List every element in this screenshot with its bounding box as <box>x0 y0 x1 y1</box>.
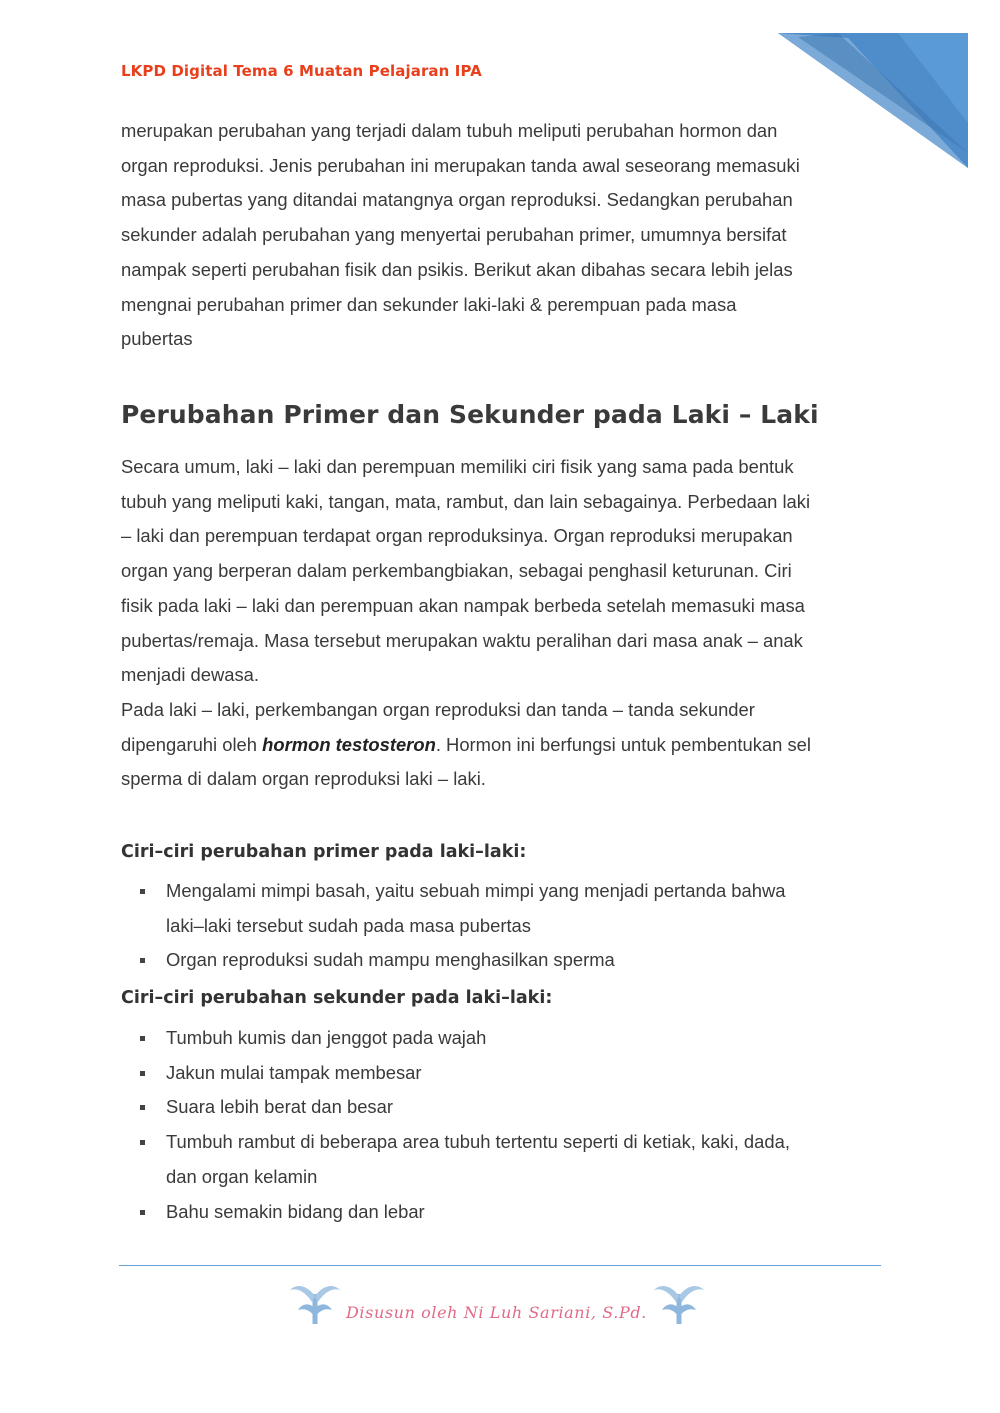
primer-heading: Ciri–ciri perubahan primer pada laki–laki: <box>121 842 527 862</box>
list-item <box>121 1056 881 1091</box>
intro-line: nampak seperti perubahan fisik dan psikis. Berikut akan dibahas secara lebih jelas <box>121 258 793 280</box>
body-line: sperma di dalam organ reproduksi laki – laki. <box>121 768 486 790</box>
intro-line: merupakan perubahan yang terjadi dalam tubuh meliputi perubahan hormon dan <box>121 120 778 141</box>
left-ornament-icon <box>288 1280 342 1324</box>
body-line-hormone <box>121 728 891 763</box>
list-item-text: Jakun mulai tampak membesar <box>166 1061 422 1083</box>
body-line: menjadi dewasa. <box>121 664 260 686</box>
intro-line: pubertas <box>121 328 193 350</box>
list-item <box>121 1021 881 1056</box>
intro-paragraph <box>121 114 881 357</box>
list-item <box>121 874 881 943</box>
body-line: Secara umum, laki – laki dan perempuan memiliki ciri fisik yang sama pada bentuk <box>121 456 794 477</box>
header-title: LKPD Digital Tema 6 Muatan Pelajaran IPA <box>121 62 482 80</box>
body-line: – laki dan perempuan terdapat organ reproduksinya. Organ reproduksi merupakan <box>121 525 793 547</box>
primer-list <box>121 874 881 978</box>
body-text: dipengaruhi oleh <box>121 733 263 755</box>
list-item-text: Organ reproduksi sudah mampu menghasilkan sperma <box>166 949 615 971</box>
bullet-square-icon <box>140 958 145 963</box>
intro-line: masa pubertas yang ditandai matangnya organ reproduksi. Sedangkan perubahan <box>121 189 793 211</box>
list-item-text: Tumbuh rambut di beberapa area tubuh tertentu seperti di ketiak, kaki, dada, <box>166 1131 790 1153</box>
list-item-text: dan organ kelamin <box>166 1165 318 1187</box>
body-line: pubertas/remaja. Masa tersebut merupakan waktu peralihan dari masa anak – anak <box>121 629 803 651</box>
intro-line: organ reproduksi. Jenis perubahan ini merupakan tanda awal seseorang memasuki <box>121 154 800 176</box>
intro-line: mengnai perubahan primer dan sekunder laki-laki & perempuan pada masa <box>121 293 737 315</box>
body-line: tubuh yang meliputi kaki, tangan, mata, rambut, dan lain sebagainya. Perbedaan laki <box>121 490 811 512</box>
footer-author: Disusun oleh Ni Luh Sariani, S.Pd. <box>346 1303 647 1322</box>
list-item-text: Mengalami mimpi basah, yaitu sebuah mimpi yang menjadi pertanda bahwa <box>166 880 786 901</box>
list-item <box>121 1195 881 1230</box>
bullet-square-icon <box>140 1210 145 1215</box>
bullet-square-icon <box>140 1140 145 1145</box>
section-title: Perubahan Primer dan Sekunder pada Laki – Laki <box>121 400 819 429</box>
bullet-square-icon <box>140 889 145 894</box>
sekunder-heading: Ciri–ciri perubahan sekunder pada laki–laki: <box>121 988 553 1008</box>
bullet-square-icon <box>140 1105 145 1110</box>
list-item-text: laki–laki tersebut sudah pada masa pubertas <box>166 914 531 936</box>
list-item-text: Tumbuh kumis dan jenggot pada wajah <box>166 1027 487 1048</box>
section-body <box>121 450 891 797</box>
list-item <box>121 943 881 978</box>
body-line: fisik pada laki – laki dan perempuan akan nampak berbeda setelah memasuki masa <box>121 594 805 616</box>
body-line: Pada laki – laki, perkembangan organ reproduksi dan tanda – tanda sekunder <box>121 698 755 720</box>
right-ornament-icon <box>652 1280 706 1324</box>
list-item-text: Bahu semakin bidang dan lebar <box>166 1200 425 1222</box>
list-item-text: Suara lebih berat dan besar <box>166 1096 393 1118</box>
footer-divider <box>119 1265 881 1266</box>
list-item <box>121 1125 881 1194</box>
bullet-square-icon <box>140 1071 145 1076</box>
body-line: organ yang berperan dalam perkembangbiakan, sebagai penghasil keturunan. Ciri <box>121 560 792 582</box>
bullet-square-icon <box>140 1036 145 1041</box>
body-text: . Hormon ini berfungsi untuk pembentukan sel <box>435 733 811 755</box>
hormone-term: hormon testosteron <box>262 733 436 755</box>
list-item <box>121 1090 881 1125</box>
intro-line: sekunder adalah perubahan yang menyertai perubahan primer, umumnya bersifat <box>121 224 787 246</box>
sekunder-list <box>121 1021 881 1229</box>
